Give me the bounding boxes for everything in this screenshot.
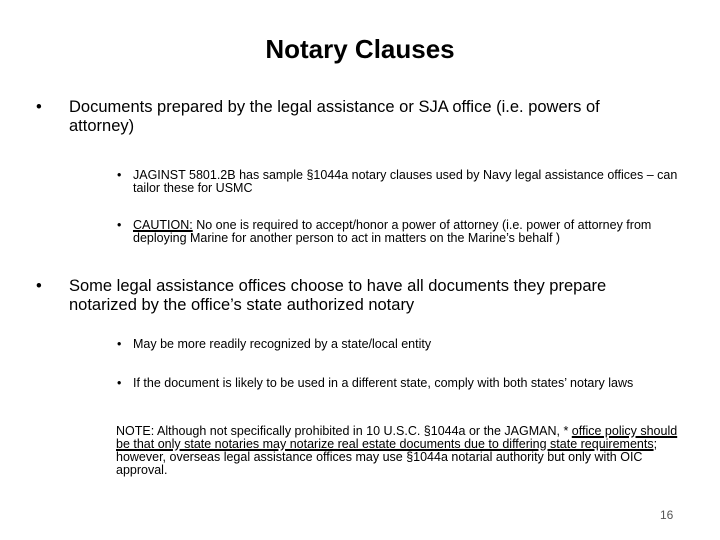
bullet-text: Some legal assistance offices choose to have all documents they prepare notarized by the office’s state authorized notary	[69, 277, 607, 314]
page-number: 16	[660, 508, 674, 522]
sub-bullet-text: JAGINST 5801.2B has sample §1044a notary clauses used by Navy legal assistance offices – can tailor these for USMC	[133, 168, 678, 195]
sub-bullet-text: If the document is likely to be used in a different state, comply with both states’ notary laws	[133, 376, 634, 390]
sub-bullet-text: May be more readily recognized by a state/local entity	[133, 337, 432, 351]
bullet-text: Documents prepared by the legal assistance or SJA office (i.e. powers of attorney)	[69, 98, 600, 135]
sub-bullet-symbol: •	[117, 168, 122, 182]
sub-bullet-symbol: •	[117, 218, 122, 232]
sub-bullet-symbol: •	[117, 337, 122, 351]
note-underlined-text: office policy should be that only state notaries may notarize real estate documents due to differing state requirements	[116, 424, 678, 451]
caution-label: CAUTION:	[133, 218, 193, 232]
bullet-symbol: •	[36, 98, 42, 116]
slide-title: Notary Clauses	[265, 34, 455, 64]
bullet-symbol: •	[36, 277, 42, 295]
caution-text: No one is required to accept/honor a power of attorney (i.e. power of attorney from deploying Marine for another person to act in matters on the Marine’s behalf )	[133, 218, 652, 245]
note-paragraph	[116, 425, 688, 477]
note-text-before: NOTE: Although not specifically prohibited in 10 U.S.C. §1044a or the JAGMAN, *	[116, 424, 572, 438]
sub-bullet-symbol: •	[117, 376, 122, 390]
sub-bullet-caution-text	[133, 219, 685, 245]
note-text-after: ; however, overseas legal assistance offices may use §1044a notarial authority but only with OIC approval.	[116, 437, 658, 477]
